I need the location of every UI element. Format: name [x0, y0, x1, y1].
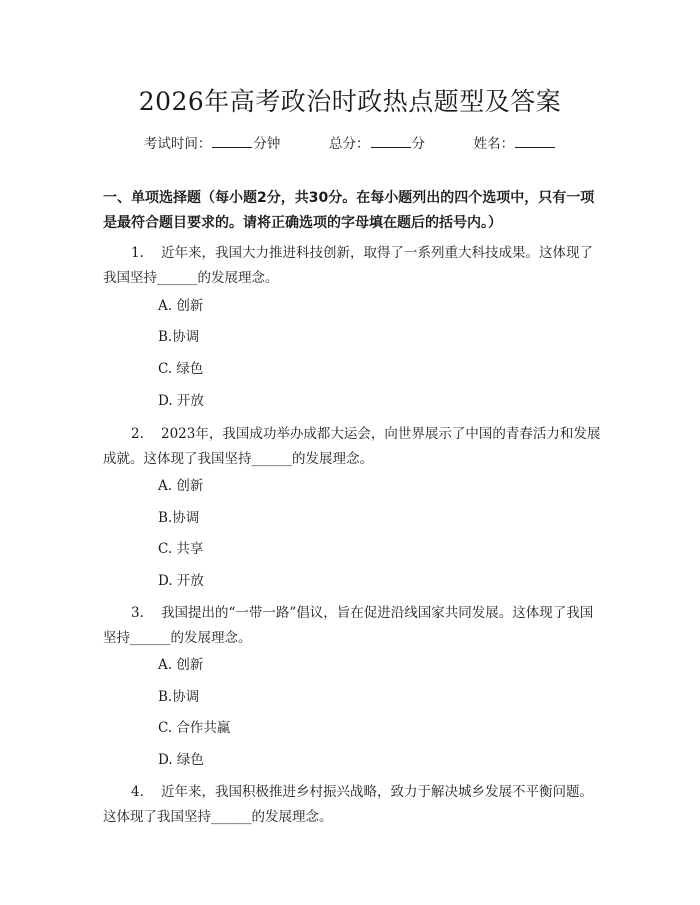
question-number: 3. — [131, 605, 144, 621]
section-heading: 一、单项选择题（每小题2分，共30分。在每小题列出的四个选项中，只有一项是最符合题目要求的。请将正确选项的字母填在题后的括号内。） — [103, 190, 595, 231]
option-a: A. 创新 — [158, 657, 204, 673]
option-d: D. 开放 — [158, 573, 204, 589]
option-b: B.协调 — [158, 329, 200, 345]
option-d: D. 开放 — [158, 393, 204, 409]
time-label: 考试时间： — [143, 136, 212, 152]
question-text: 近年来，我国积极推进乡村振兴战略，致力于解决城乡发展不平衡问题。这体现了我国坚持______的发展理念。 — [103, 784, 593, 825]
question-text: 近年来，我国大力推进科技创新，取得了一系列重大科技成果。这体现了我国坚持______的发展理念。 — [103, 245, 593, 286]
option-d: D. 绿色 — [158, 752, 204, 768]
exam-meta-line — [0, 132, 700, 152]
question-number: 2. — [131, 426, 144, 442]
page-title: 2026年高考政治时政热点题型及答案 — [138, 87, 562, 116]
option-a: A. 创新 — [158, 478, 204, 494]
question-3 — [103, 601, 603, 651]
time-unit: 分钟 — [253, 136, 281, 152]
question-2 — [103, 422, 603, 472]
question-text: 2023年，我国成功举办成都大运会，向世界展示了中国的青春活力和发展成就。这体现了我国坚持______的发展理念。 — [103, 426, 601, 467]
option-b: B.协调 — [158, 510, 200, 526]
option-c: C. 合作共赢 — [158, 720, 231, 736]
question-text: 我国提出的“一带一路”倡议，旨在促进沿线国家共同发展。这体现了我国坚持______的发展理念。 — [103, 605, 594, 646]
score-blank — [371, 135, 411, 148]
score-unit: 分 — [411, 136, 425, 152]
time-blank — [212, 135, 252, 148]
question-1 — [103, 241, 603, 291]
question-number: 4. — [131, 784, 144, 800]
name-blank — [515, 135, 555, 148]
option-c: C. 绿色 — [158, 361, 204, 377]
score-label: 总分： — [329, 136, 370, 152]
option-b: B.协调 — [158, 689, 200, 705]
option-a: A. 创新 — [158, 298, 204, 314]
question-4 — [103, 780, 603, 830]
question-number: 1. — [131, 245, 144, 261]
option-c: C. 共享 — [158, 541, 204, 557]
name-label: 姓名： — [473, 136, 515, 152]
